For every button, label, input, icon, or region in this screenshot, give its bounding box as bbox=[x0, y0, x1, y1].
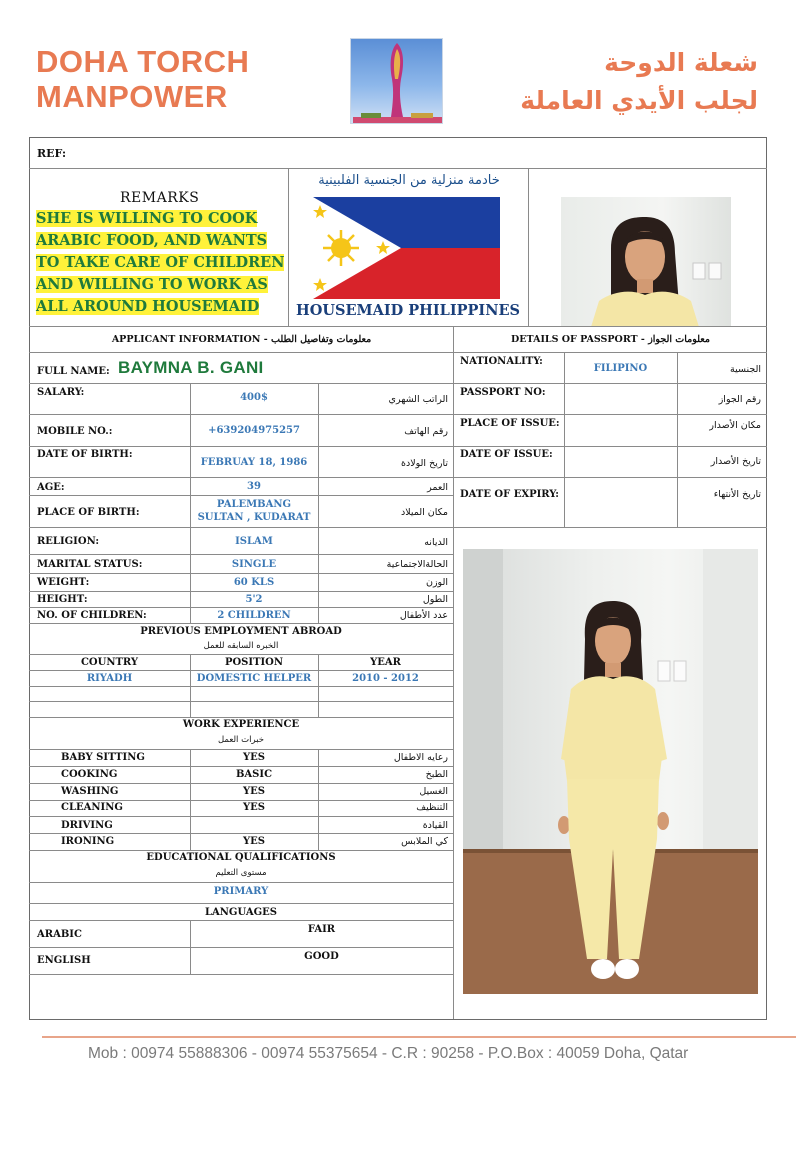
languages-title: LANGUAGES bbox=[204, 907, 278, 918]
age-label: AGE: bbox=[37, 482, 65, 493]
employment-country: RIYADH bbox=[86, 673, 133, 684]
language-level: GOOD bbox=[304, 951, 339, 962]
full-name-value: BAYMNA B. GANI bbox=[118, 358, 264, 377]
flag-caption-arabic: خادمة منزلية من الجنسية الفلبينية bbox=[318, 173, 500, 188]
nationality-label: NATIONALITY: bbox=[460, 356, 543, 367]
children-label-ar: عدد الأطفال bbox=[399, 610, 448, 621]
divider bbox=[29, 766, 453, 767]
philippines-flag bbox=[313, 197, 500, 299]
divider bbox=[453, 326, 454, 1019]
date-of-expiry-label-ar: تاريخ الأنتهاء bbox=[713, 489, 761, 500]
dob-value: FEBRUAY 18, 1986 bbox=[200, 457, 308, 468]
dob-label-ar: تاريخ الولادة bbox=[401, 458, 448, 469]
ref-label: REF: bbox=[37, 147, 67, 160]
footer-divider bbox=[42, 1036, 796, 1038]
previous-employment-title-ar: الخبره السابقه للعمل bbox=[203, 641, 279, 651]
divider bbox=[453, 383, 767, 384]
divider bbox=[29, 527, 453, 528]
brand-name-arabic bbox=[520, 44, 758, 120]
education-title-ar: مستوى التعليم bbox=[215, 868, 267, 878]
date-of-expiry-label: DATE OF EXPIRY: bbox=[460, 489, 559, 500]
education-value: PRIMARY bbox=[213, 886, 269, 897]
children-value: 2 CHILDREN bbox=[217, 610, 291, 621]
date-of-issue-label-ar: تاريخ الأصدار bbox=[710, 456, 761, 467]
divider bbox=[453, 477, 767, 478]
employment-year: 2010 - 2012 bbox=[352, 673, 419, 684]
work-label: BABY SITTING bbox=[61, 752, 145, 763]
remarks-title: REMARKS bbox=[120, 190, 200, 206]
work-label-ar: القيادة bbox=[422, 820, 448, 831]
weight-label-ar: الوزن bbox=[425, 577, 448, 588]
place-of-birth-value: PALEMBANG SULTAN , KUDARAT bbox=[197, 499, 311, 523]
height-value: 5'2 bbox=[245, 594, 263, 605]
work-value: YES bbox=[243, 836, 265, 847]
marital-status-value: SINGLE bbox=[231, 559, 277, 570]
flag-caption: HOUSEMAID PHILIPPINES bbox=[296, 302, 520, 319]
work-label-ar: رعايه الاطفال bbox=[393, 752, 448, 763]
work-label: COOKING bbox=[61, 769, 118, 780]
marital-status-label-ar: الحالةالاجتماعية bbox=[386, 559, 448, 570]
applicant-info-header: APPLICANT INFORMATION - معلومات وتفاصيل الطلب bbox=[111, 334, 372, 345]
work-value: YES bbox=[243, 752, 265, 763]
divider bbox=[29, 573, 453, 574]
divider bbox=[29, 850, 453, 851]
place-of-birth-label: PLACE OF BIRTH: bbox=[37, 507, 140, 518]
education-title: EDUCATIONAL QUALIFICATIONS bbox=[146, 852, 336, 863]
divider bbox=[29, 446, 453, 447]
divider bbox=[453, 527, 767, 528]
remarks-highlight: SHE IS WILLING TO COOK ARABIC FOOD, AND WANTS TO TAKE CARE OF CHILDREN AND WILLING TO WORK AS ALL AROUND HOUSEMAID bbox=[36, 210, 285, 315]
place-of-birth-label-ar: مكان الميلاد bbox=[400, 507, 448, 518]
place-of-issue-label: PLACE OF ISSUE: bbox=[460, 418, 560, 429]
divider bbox=[29, 816, 453, 817]
age-label-ar: العمر bbox=[427, 482, 448, 493]
work-value: YES bbox=[243, 786, 265, 797]
brand-name-line1: DOHA TORCH bbox=[36, 44, 250, 79]
language-label: ARABIC bbox=[37, 929, 82, 940]
age-value: 39 bbox=[247, 481, 261, 492]
language-level: FAIR bbox=[307, 924, 336, 935]
footer-contact: Mob : 00974 55888306 - 00974 55375654 - C.R : 90258 - P.O.Box : 40059 Doha, Qatar bbox=[88, 1045, 689, 1062]
divider bbox=[29, 495, 453, 496]
applicant-photo-portrait bbox=[561, 197, 731, 327]
marital-status-label: MARITAL STATUS: bbox=[37, 559, 143, 570]
divider bbox=[29, 326, 767, 327]
divider bbox=[29, 947, 453, 948]
divider bbox=[29, 717, 453, 718]
work-label-ar: الطبخ bbox=[425, 769, 448, 780]
divider bbox=[29, 654, 453, 655]
work-value: BASIC bbox=[235, 769, 273, 780]
religion-value: ISLAM bbox=[235, 536, 273, 547]
brand-name-english bbox=[36, 44, 249, 114]
divider bbox=[29, 352, 767, 353]
work-label: DRIVING bbox=[61, 820, 113, 831]
divider bbox=[29, 477, 453, 478]
column-header-country: COUNTRY bbox=[80, 657, 139, 668]
divider bbox=[29, 920, 453, 921]
passport-details-header: DETAILS OF PASSPORT - معلومات الجواز bbox=[511, 334, 710, 345]
divider bbox=[564, 352, 565, 527]
divider bbox=[29, 882, 453, 883]
date-of-issue-label: DATE OF ISSUE: bbox=[460, 449, 553, 460]
mobile-label: MOBILE NO.: bbox=[37, 426, 113, 437]
work-label: CLEANING bbox=[61, 802, 123, 813]
doha-torch-logo bbox=[350, 38, 443, 124]
passport-no-label: PASSPORT NO: bbox=[460, 387, 546, 398]
nationality-value: FILIPINO bbox=[593, 363, 648, 374]
divider bbox=[453, 414, 767, 415]
divider bbox=[29, 903, 453, 904]
weight-label: WEIGHT: bbox=[37, 577, 90, 588]
height-label-ar: الطول bbox=[422, 594, 448, 605]
divider bbox=[29, 591, 453, 592]
divider bbox=[29, 414, 453, 415]
remarks-text bbox=[36, 208, 286, 318]
children-label: NO. OF CHILDREN: bbox=[37, 610, 147, 621]
work-experience-title-ar: خبرات العمل bbox=[218, 735, 264, 745]
divider bbox=[29, 701, 453, 702]
divider bbox=[29, 800, 453, 801]
divider bbox=[453, 446, 767, 447]
full-name-label: FULL NAME: bbox=[37, 366, 110, 377]
divider bbox=[29, 607, 453, 608]
brand-name-ar-line2: لجلب الأيدي العاملة bbox=[520, 86, 758, 115]
work-label-ar: الغسيل bbox=[419, 786, 448, 797]
column-header-year: YEAR bbox=[370, 657, 401, 668]
mobile-label-ar: رقم الهاتف bbox=[404, 426, 448, 437]
salary-label-ar: الراتب الشهري bbox=[388, 394, 448, 405]
weight-value: 60 KLS bbox=[233, 577, 275, 588]
divider bbox=[29, 623, 453, 624]
work-value: YES bbox=[243, 802, 265, 813]
divider bbox=[29, 168, 767, 169]
place-of-issue-label-ar: مكان الأصدار bbox=[709, 420, 761, 431]
previous-employment-title: PREVIOUS EMPLOYMENT ABROAD bbox=[140, 626, 342, 637]
torch-tower-icon bbox=[351, 39, 444, 125]
work-label-ar: كي الملابس bbox=[401, 836, 448, 847]
divider bbox=[29, 974, 453, 975]
divider bbox=[29, 670, 453, 671]
work-experience-title: WORK EXPERIENCE bbox=[182, 719, 300, 730]
brand-name-ar-line1: شعلة الدوحة bbox=[604, 48, 758, 77]
divider bbox=[29, 833, 453, 834]
work-label: WASHING bbox=[61, 786, 119, 797]
divider bbox=[29, 783, 453, 784]
mobile-value: +639204975257 bbox=[208, 425, 300, 436]
nationality-label-ar: الجنسية bbox=[730, 364, 761, 375]
language-label: ENGLISH bbox=[37, 955, 91, 966]
divider bbox=[288, 168, 289, 326]
dob-label: DATE OF BIRTH: bbox=[37, 449, 133, 460]
applicant-photo-full-body bbox=[463, 549, 758, 994]
brand-name-line2: MANPOWER bbox=[36, 79, 228, 114]
religion-label: RELIGION: bbox=[37, 536, 100, 547]
divider bbox=[528, 168, 529, 326]
religion-label-ar: الديانه bbox=[424, 537, 448, 548]
divider bbox=[29, 749, 453, 750]
work-label-ar: التنظيف bbox=[416, 802, 448, 813]
divider bbox=[29, 383, 453, 384]
salary-label: SALARY: bbox=[37, 387, 85, 398]
height-label: HEIGHT: bbox=[37, 594, 88, 605]
work-label: IRONING bbox=[61, 836, 115, 847]
divider bbox=[29, 554, 453, 555]
column-header-position: POSITION bbox=[224, 657, 284, 668]
divider bbox=[29, 686, 453, 687]
salary-value: 400$ bbox=[240, 392, 268, 403]
passport-no-label-ar: رقم الجواز bbox=[718, 394, 761, 405]
employment-position: DOMESTIC HELPER bbox=[196, 673, 312, 684]
